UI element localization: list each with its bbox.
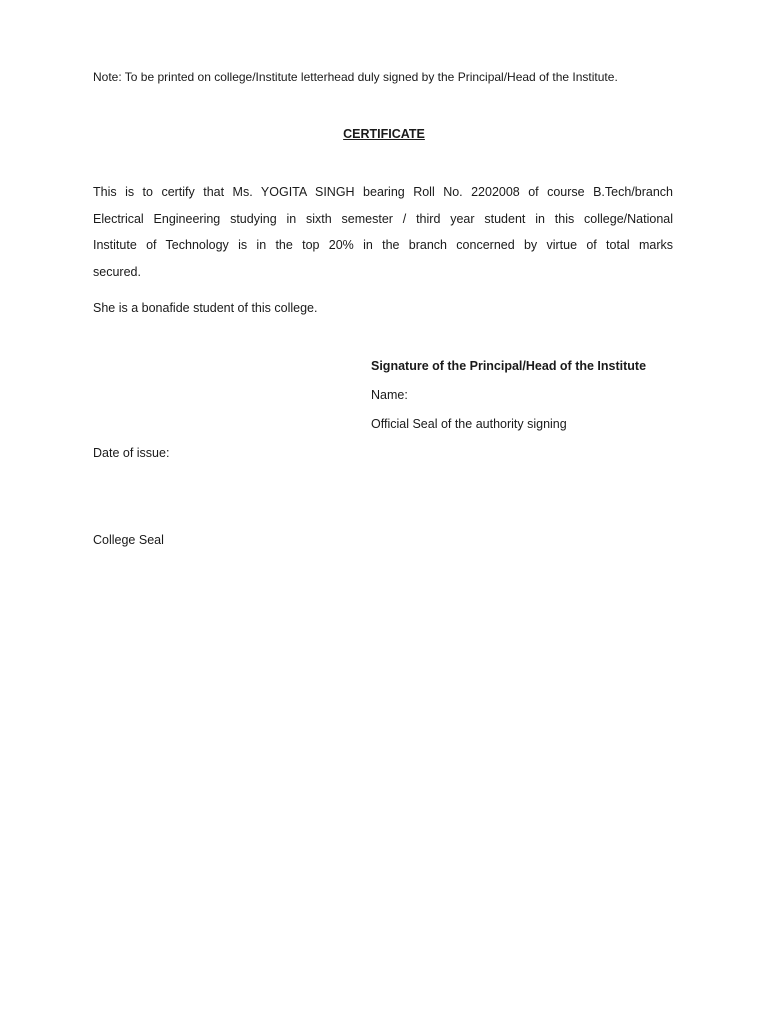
certificate-body-paragraph: [93, 179, 673, 285]
paragraph-line: This is to certify that Ms. YOGITA SINGH bearing Roll No. 2202008 of course B.Tech/branch: [93, 185, 673, 199]
paragraph-line: Electrical Engineering studying in sixth semester / third year student in this college/National: [93, 211, 673, 226]
college-seal-label: College Seal: [93, 533, 164, 547]
paragraph-line: Institute of Technology is in the top 20% in the branch concerned by virtue of total marks: [93, 238, 673, 253]
certificate-title: CERTIFICATE: [343, 127, 425, 141]
official-seal-label: Official Seal of the authority signing: [371, 417, 567, 431]
date-of-issue-label: Date of issue:: [93, 446, 170, 460]
bonafide-statement: She is a bonafide student of this college.: [93, 301, 318, 315]
letterhead-note: Note: To be printed on college/Institute letterhead duly signed by the Principal/Head of the Institute.: [93, 70, 618, 84]
name-label: Name:: [371, 388, 408, 402]
signature-label: Signature of the Principal/Head of the Institute: [371, 359, 647, 373]
paragraph-line: secured.: [93, 264, 141, 279]
